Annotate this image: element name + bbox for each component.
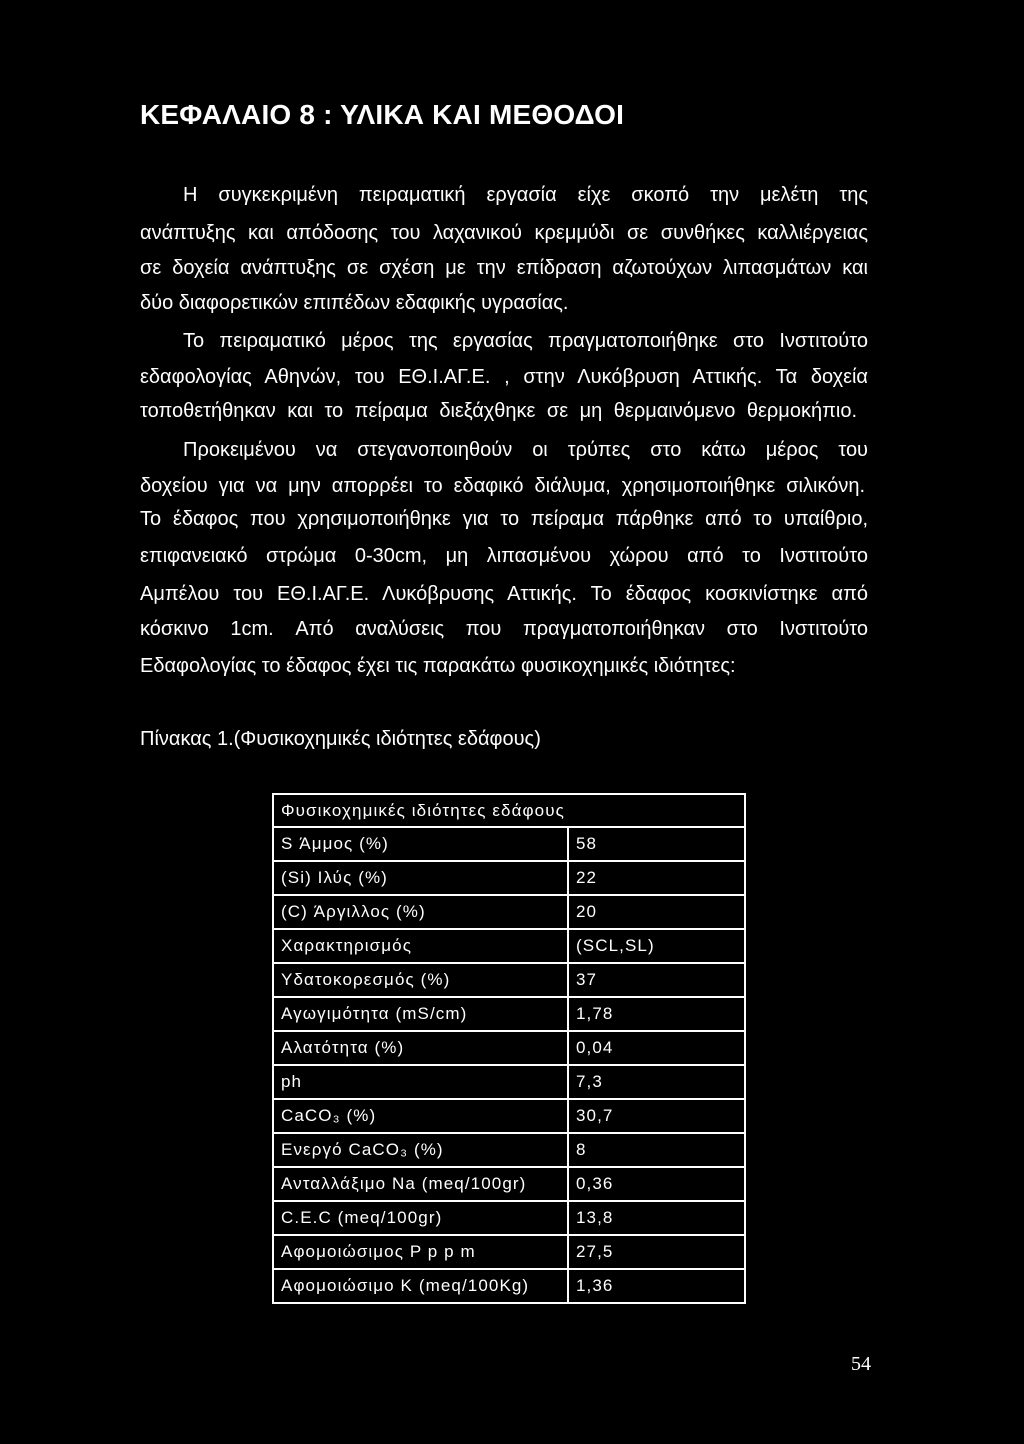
value-cell: 27,5 xyxy=(568,1235,745,1269)
table-row xyxy=(273,1065,745,1099)
text-line: Το έδαφος που χρησιμοποιήθηκε για το πείραμα πάρθηκε από το υπαίθριο, xyxy=(140,508,868,530)
table-row xyxy=(273,963,745,997)
value-cell: 1,78 xyxy=(568,997,745,1031)
table-row xyxy=(273,827,745,861)
text-line: τοποθετήθηκαν και το πείραμα διεξάχθηκε σε μη θερμαινόμενο θερμοκήπιο. xyxy=(140,400,857,422)
table-row xyxy=(273,1235,745,1269)
text-line: επιφανειακό στρώμα 0-30cm, μη λιπασμένου χώρου από το Ινστιτούτο xyxy=(140,545,868,567)
text-line: ανάπτυξης και απόδοσης του λαχανικού κρεμμύδι σε συνθήκες καλλιέργειας xyxy=(140,222,868,244)
table-row xyxy=(273,1031,745,1065)
property-cell: S Άμμος (%) xyxy=(273,827,568,861)
page-number: 54 xyxy=(851,1353,871,1375)
property-cell: C.E.C (meq/100gr) xyxy=(273,1201,568,1235)
property-cell: Αγωγιμότητα (mS/cm) xyxy=(273,997,568,1031)
text-line: Προκειμένου να στεγανοποιηθούν οι τρύπες στο κάτω μέρος του xyxy=(183,439,868,461)
property-cell: (Si) Ιλύς (%) xyxy=(273,861,568,895)
text-line: Αμπέλου του ΕΘ.Ι.ΑΓ.Ε. Λυκόβρυσης Αττικής. Το έδαφος κοσκινίστηκε από xyxy=(140,583,868,605)
text-line: Η συγκεκριμένη πειραματική εργασία είχε σκοπό την μελέτη της xyxy=(183,184,868,206)
text-line: δύο διαφορετικών επιπέδων εδαφικής υγρασίας. xyxy=(140,292,569,314)
value-cell: 1,36 xyxy=(568,1269,745,1303)
table-row xyxy=(273,1133,745,1167)
text-line: Το πειραματικό μέρος της εργασίας πραγματοποιήθηκε στο Ινστιτούτο xyxy=(183,330,868,352)
table-row xyxy=(273,1099,745,1133)
text-line: εδαφολογίας Αθηνών, του ΕΘ.Ι.ΑΓ.Ε. , στην Λυκόβρυση Αττικής. Τα δοχεία xyxy=(140,366,868,388)
table-row xyxy=(273,1201,745,1235)
table-caption: Πίνακας 1.(Φυσικοχημικές ιδιότητες εδάφους) xyxy=(140,728,541,750)
text-line: δοχείου για να μην απορρέει το εδαφικό διάλυμα, χρησιμοποιήθηκε σιλικόνη. xyxy=(140,475,865,497)
chapter-title: ΚΕΦΑΛΑΙΟ 8 : ΥΛΙΚΑ ΚΑΙ ΜΕΘΟΔΟΙ xyxy=(140,99,625,130)
value-cell: 20 xyxy=(568,895,745,929)
property-cell: Ενεργό CaCO₃ (%) xyxy=(273,1133,568,1167)
table-row xyxy=(273,997,745,1031)
table-header-row xyxy=(273,794,745,827)
value-cell: 8 xyxy=(568,1133,745,1167)
table-row xyxy=(273,861,745,895)
value-cell: 13,8 xyxy=(568,1201,745,1235)
text-line: σε δοχεία ανάπτυξης σε σχέση με την επίδραση αζωτούχων λιπασμάτων και xyxy=(140,257,868,279)
text-line: Εδαφολογίας το έδαφος έχει τις παρακάτω φυσικοχημικές ιδιότητες: xyxy=(140,655,736,677)
table-row xyxy=(273,1269,745,1303)
table-row xyxy=(273,929,745,963)
property-cell: CaCO₃ (%) xyxy=(273,1099,568,1133)
value-cell: 0,04 xyxy=(568,1031,745,1065)
value-cell: (SCL,SL) xyxy=(568,929,745,963)
value-cell: 0,36 xyxy=(568,1167,745,1201)
table-row xyxy=(273,1167,745,1201)
value-cell: 30,7 xyxy=(568,1099,745,1133)
property-cell: Χαρακτηρισμός xyxy=(273,929,568,963)
text-line: κόσκινο 1cm. Από αναλύσεις που πραγματοποιήθηκαν στο Ινστιτούτο xyxy=(140,618,868,640)
value-cell: 22 xyxy=(568,861,745,895)
property-cell: Υδατοκορεσμός (%) xyxy=(273,963,568,997)
table-row xyxy=(273,895,745,929)
property-cell: Αλατότητα (%) xyxy=(273,1031,568,1065)
property-cell: Ανταλλάξιμο Na (meq/100gr) xyxy=(273,1167,568,1201)
value-cell: 58 xyxy=(568,827,745,861)
property-cell: ph xyxy=(273,1065,568,1099)
property-cell: (C) Άργιλλος (%) xyxy=(273,895,568,929)
property-cell: Αφομοιώσιμος P p p m xyxy=(273,1235,568,1269)
soil-properties-table xyxy=(272,793,746,1304)
table-header-cell: Φυσικοχημικές ιδιότητες εδάφους xyxy=(273,794,745,827)
value-cell: 37 xyxy=(568,963,745,997)
property-cell: Αφομοιώσιμο K (meq/100Kg) xyxy=(273,1269,568,1303)
value-cell: 7,3 xyxy=(568,1065,745,1099)
